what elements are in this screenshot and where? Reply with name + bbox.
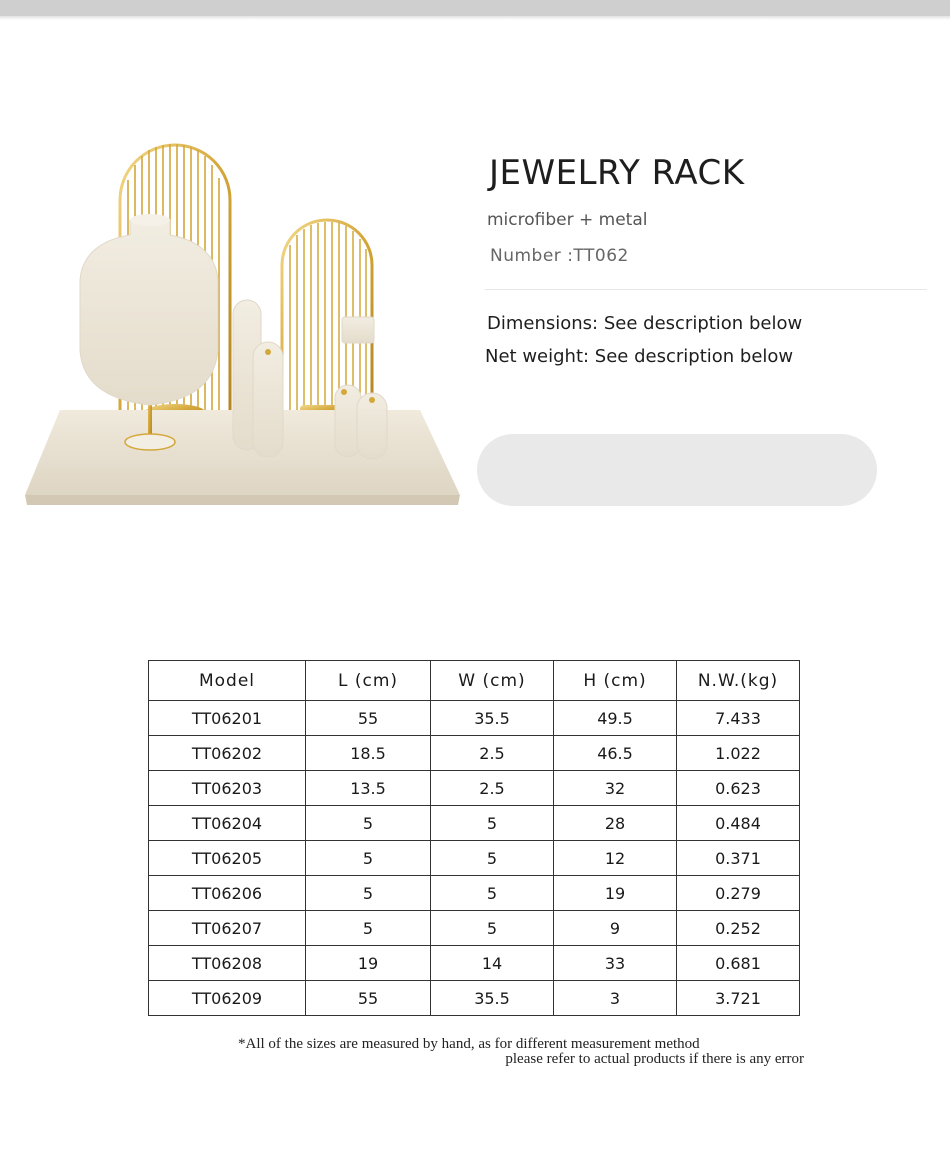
cell-height: 9 [554,911,677,946]
cell-width: 5 [431,806,554,841]
table-row [149,771,800,806]
cell-length: 5 [306,806,431,841]
cell-width: 35.5 [431,981,554,1016]
cell-height: 49.5 [554,701,677,736]
measurement-note [238,1037,804,1067]
dimensions-text: Dimensions: See description below [487,313,803,334]
cell-length: 19 [306,946,431,981]
cell-model: TT06204 [149,806,306,841]
product-material: microfiber + metal [487,210,648,230]
cell-model: TT06205 [149,841,306,876]
table-row [149,876,800,911]
cell-height: 12 [554,841,677,876]
cell-width: 2.5 [431,771,554,806]
cell-net-weight: 0.484 [677,806,800,841]
cell-width: 5 [431,911,554,946]
cell-height: 33 [554,946,677,981]
top-bar [0,0,950,16]
cell-net-weight: 0.371 [677,841,800,876]
cell-net-weight: 7.433 [677,701,800,736]
divider [485,289,927,290]
cell-height: 46.5 [554,736,677,771]
table-row [149,806,800,841]
cell-net-weight: 0.681 [677,946,800,981]
header-net-weight: N.W.(kg) [677,661,800,701]
note-line-2: please refer to actual products if there is any error [505,1051,804,1067]
table-row [149,911,800,946]
cell-net-weight: 3.721 [677,981,800,1016]
product-title: JEWELRY RACK [489,153,745,193]
cell-net-weight: 0.252 [677,911,800,946]
product-photo [20,120,460,515]
cell-model: TT06207 [149,911,306,946]
cell-width: 35.5 [431,701,554,736]
cell-length: 5 [306,841,431,876]
spec-table [148,660,800,1016]
product-number: Number :TT062 [490,246,629,266]
cell-net-weight: 1.022 [677,736,800,771]
header-height: H (cm) [554,661,677,701]
cell-length: 13.5 [306,771,431,806]
cell-length: 55 [306,701,431,736]
cell-model: TT06209 [149,981,306,1016]
cell-length: 55 [306,981,431,1016]
cell-height: 28 [554,806,677,841]
header-width: W (cm) [431,661,554,701]
cell-model: TT06208 [149,946,306,981]
table-header-row [149,661,800,701]
cell-width: 5 [431,876,554,911]
cell-height: 3 [554,981,677,1016]
header-model: Model [149,661,306,701]
cell-width: 14 [431,946,554,981]
header-length: L (cm) [306,661,431,701]
cell-net-weight: 0.279 [677,876,800,911]
table-row [149,841,800,876]
small-arch-panel [282,220,372,410]
table-row [149,701,800,736]
cell-height: 32 [554,771,677,806]
net-weight-text: Net weight: See description below [485,346,794,367]
cell-net-weight: 0.623 [677,771,800,806]
cell-model: TT06202 [149,736,306,771]
table-row [149,981,800,1016]
cell-model: TT06201 [149,701,306,736]
blank-pill-button[interactable] [477,434,877,506]
table-row [149,946,800,981]
cell-width: 5 [431,841,554,876]
cell-length: 5 [306,911,431,946]
note-line-1: *All of the sizes are measured by hand, as for different measurement method [238,1036,700,1052]
cell-width: 2.5 [431,736,554,771]
cell-model: TT06206 [149,876,306,911]
cell-height: 19 [554,876,677,911]
cell-model: TT06203 [149,771,306,806]
cell-length: 18.5 [306,736,431,771]
top-bar-shadow [0,16,950,20]
table-row [149,736,800,771]
cell-length: 5 [306,876,431,911]
